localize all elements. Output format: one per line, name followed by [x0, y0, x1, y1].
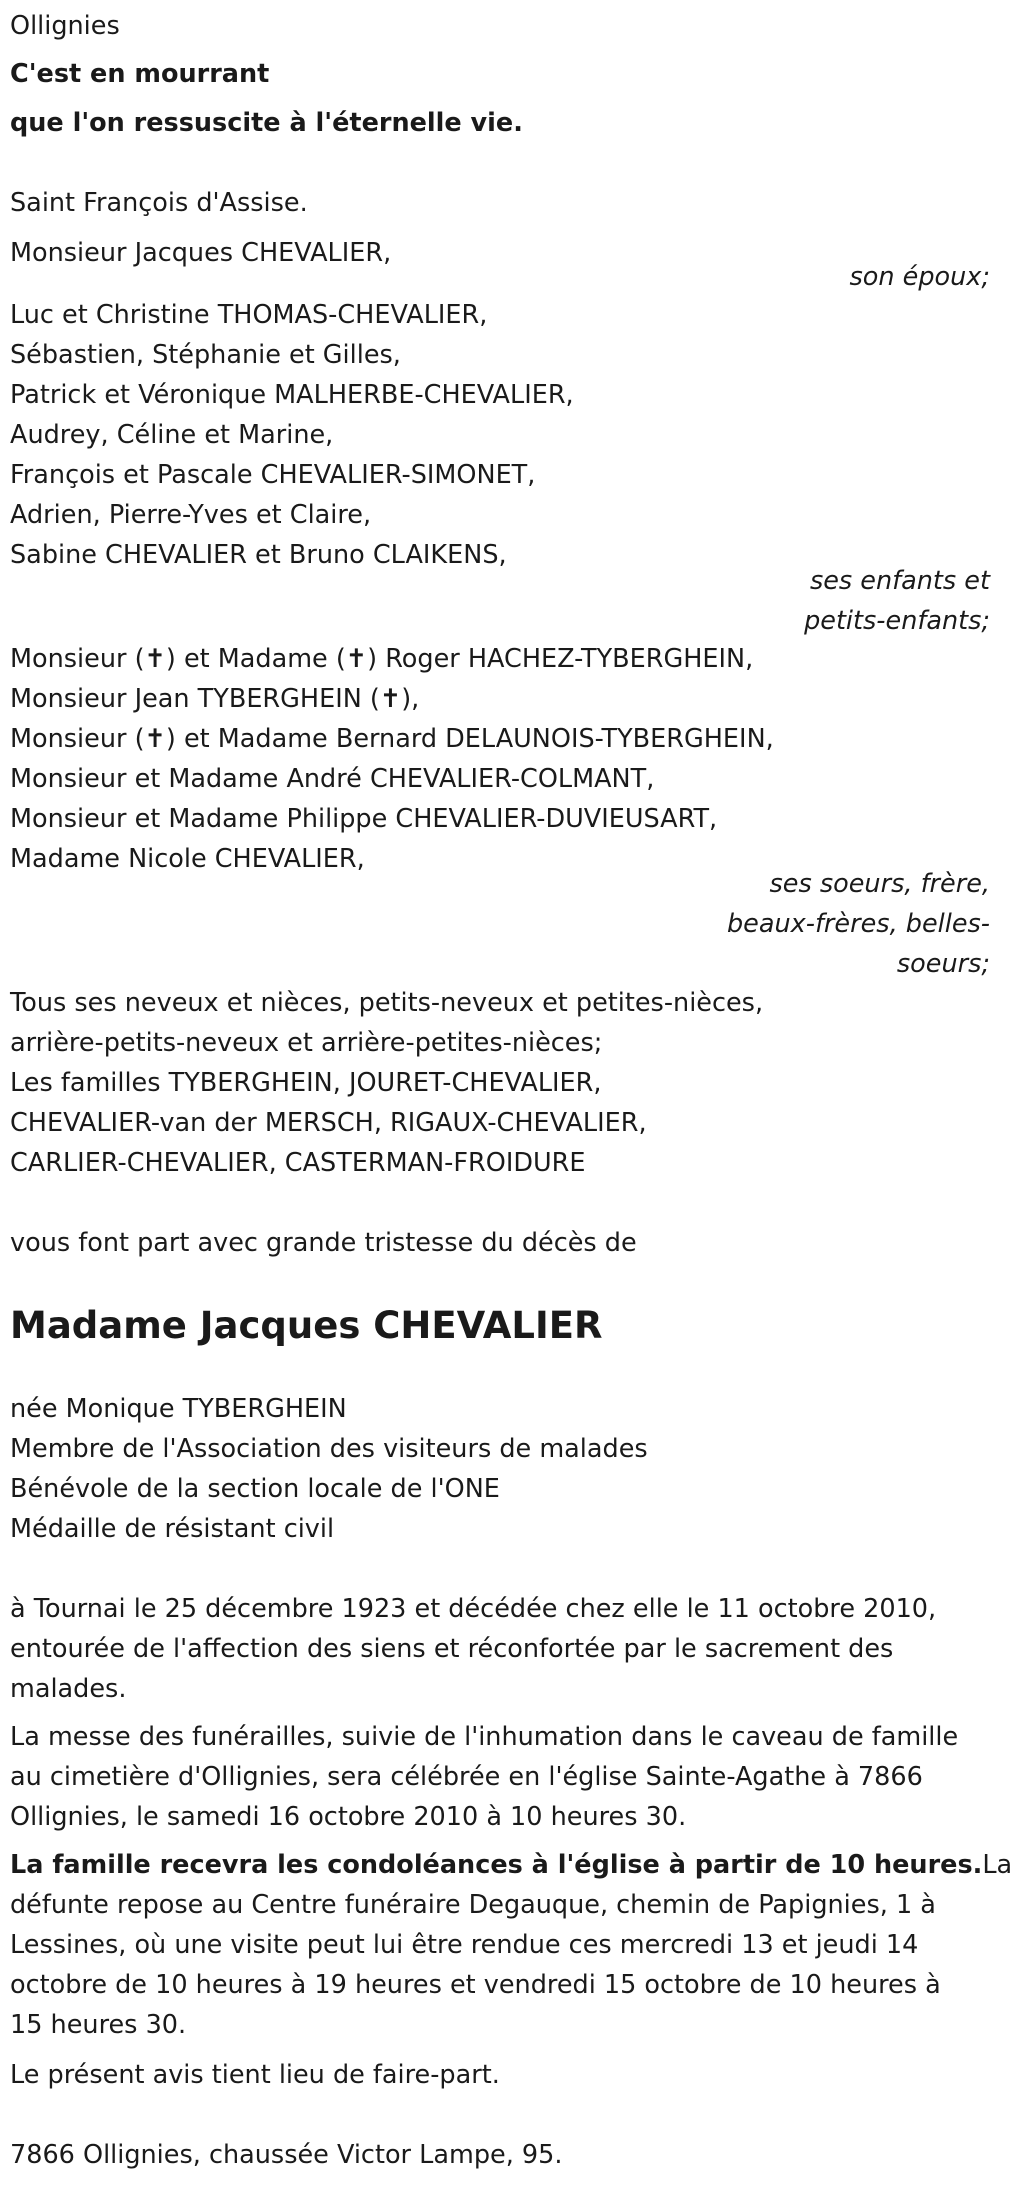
funeral-line: au cimetière d'Ollignies, sera célébrée en l'église Sainte-Agathe à 7866 — [10, 1762, 923, 1792]
extended-family-line: CHEVALIER-van der MERSCH, RIGAUX-CHEVALIER, — [10, 1108, 647, 1138]
child-line: Audrey, Céline et Marine, — [10, 420, 334, 450]
children-relation-2: petits-enfants; — [804, 606, 990, 636]
sibling-line: Monsieur et Madame André CHEVALIER-COLMANT, — [10, 764, 655, 794]
condolences-bold: La famille recevra les condoléances à l'église à partir de 10 heures. — [10, 1850, 983, 1880]
condolences-line: octobre de 10 heures à 19 heures et vendredi 15 octobre de 10 heures à — [10, 1970, 941, 2000]
condolences-line: 15 heures 30. — [10, 2010, 187, 2040]
cross-icon: ✝ — [144, 644, 166, 674]
condolences-line: Lessines, où une visite peut lui être rendue ces mercredi 13 et jeudi 14 — [10, 1930, 919, 1960]
extended-family-line: arrière-petits-neveux et arrière-petites-nièces; — [10, 1028, 603, 1058]
child-line: Luc et Christine THOMAS-CHEVALIER, — [10, 300, 488, 330]
extended-family-line: Les familles TYBERGHEIN, JOURET-CHEVALIER, — [10, 1068, 602, 1098]
condolences-line: La famille recevra les condoléances à l'église à partir de 10 heures.La — [10, 1850, 1012, 1880]
cross-icon: ✝ — [345, 644, 368, 674]
child-line: Sébastien, Stéphanie et Gilles, — [10, 340, 401, 370]
child-line: François et Pascale CHEVALIER-SIMONET, — [10, 460, 536, 490]
announcement-text: vous font part avec grande tristesse du décès de — [10, 1228, 637, 1258]
funeral-line: La messe des funérailles, suivie de l'inhumation dans le caveau de famille — [10, 1722, 959, 1752]
children-relation-1: ses enfants et — [809, 566, 990, 596]
deceased-detail: née Monique TYBERGHEIN — [10, 1394, 347, 1424]
quote-author: Saint François d'Assise. — [10, 188, 308, 218]
sibling-line: Monsieur (✝) et Madame (✝) Roger HACHEZ-TYBERGHEIN, — [10, 644, 754, 674]
birth-death-line: entourée de l'affection des siens et réconfortée par le sacrement des — [10, 1634, 894, 1664]
cross-icon: ✝ — [144, 724, 166, 754]
child-line: Patrick et Véronique MALHERBE-CHEVALIER, — [10, 380, 574, 410]
siblings-relation-3: soeurs; — [896, 949, 990, 979]
deceased-name: Madame Jacques CHEVALIER — [10, 1304, 603, 1347]
birth-death-line: à Tournai le 25 décembre 1923 et décédée chez elle le 11 octobre 2010, — [10, 1594, 937, 1624]
deceased-detail: Médaille de résistant civil — [10, 1514, 335, 1544]
siblings-relation-1: ses soeurs, frère, — [769, 869, 990, 899]
quote-line-1: C'est en mourrant — [10, 59, 270, 89]
extended-family-line: Tous ses neveux et nièces, petits-neveux et petites-nièces, — [10, 988, 764, 1018]
deceased-detail: Membre de l'Association des visiteurs de malades — [10, 1434, 648, 1464]
cross-icon: ✝ — [379, 684, 402, 714]
address-text: 7866 Ollignies, chaussée Victor Lampe, 95. — [10, 2140, 563, 2170]
quote-line-2: que l'on ressuscite à l'éternelle vie. — [10, 108, 523, 138]
extended-family-line: CARLIER-CHEVALIER, CASTERMAN-FROIDURE — [10, 1148, 586, 1178]
funeral-line: Ollignies, le samedi 16 octobre 2010 à 10 heures 30. — [10, 1802, 687, 1832]
notice-text: Le présent avis tient lieu de faire-part. — [10, 2060, 500, 2090]
sibling-line: Madame Nicole CHEVALIER, — [10, 844, 365, 874]
sibling-line: Monsieur Jean TYBERGHEIN (✝), — [10, 684, 420, 714]
location-header: Ollignies — [10, 11, 120, 41]
spouse-relation: son époux; — [849, 262, 990, 292]
child-line: Sabine CHEVALIER et Bruno CLAIKENS, — [10, 540, 507, 570]
sibling-line: Monsieur et Madame Philippe CHEVALIER-DUVIEUSART, — [10, 804, 718, 834]
spouse-name: Monsieur Jacques CHEVALIER, — [10, 238, 392, 268]
child-line: Adrien, Pierre-Yves et Claire, — [10, 500, 372, 530]
siblings-relation-2: beaux-frères, belles- — [727, 909, 990, 939]
deceased-detail: Bénévole de la section locale de l'ONE — [10, 1474, 500, 1504]
condolences-line: défunte repose au Centre funéraire Degauque, chemin de Papignies, 1 à — [10, 1890, 936, 1920]
sibling-line: Monsieur (✝) et Madame Bernard DELAUNOIS-TYBERGHEIN, — [10, 724, 774, 754]
birth-death-line: malades. — [10, 1674, 127, 1704]
